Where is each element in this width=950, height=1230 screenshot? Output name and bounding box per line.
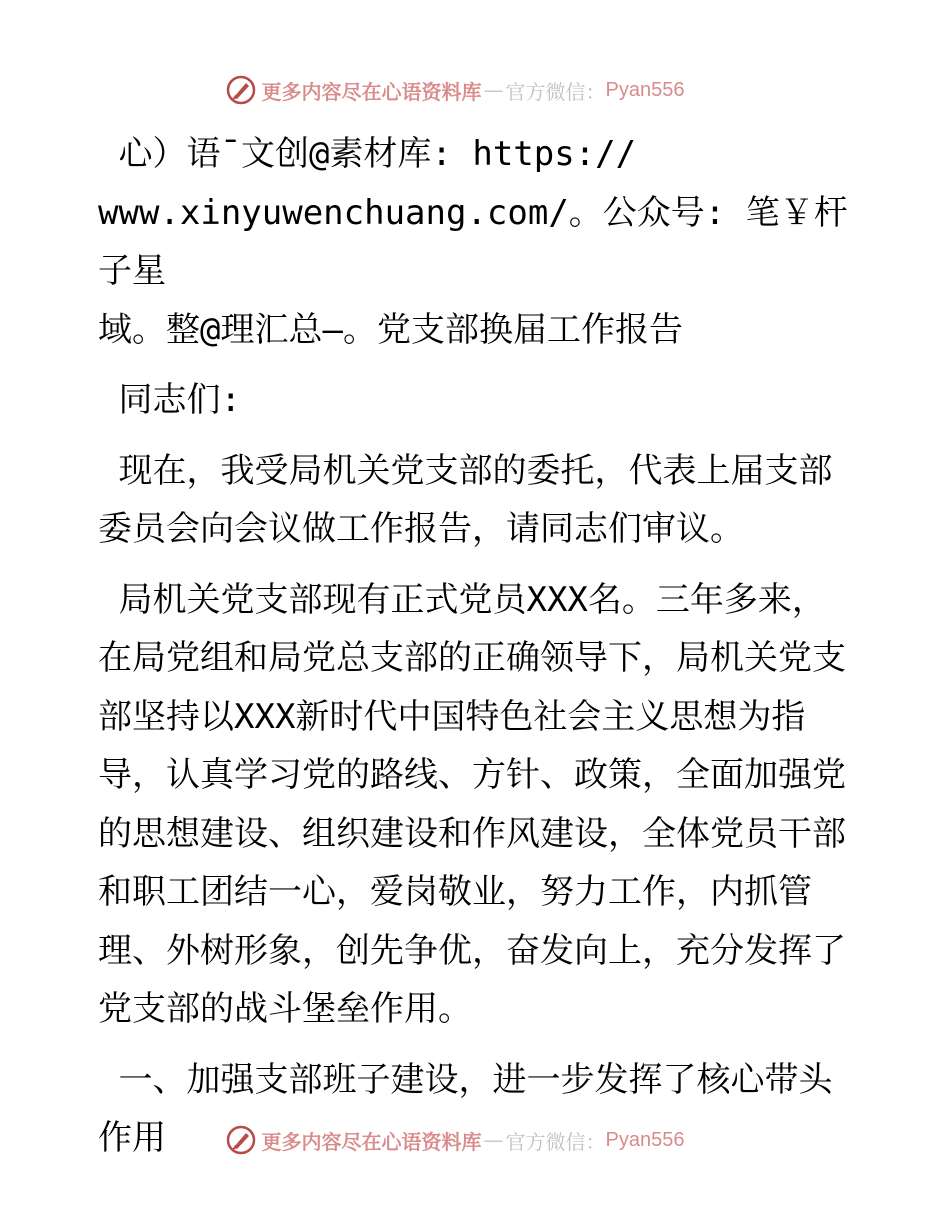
footer-watermark <box>0 1120 950 1160</box>
intro-line-2: www.xinyuwenchuang.com/。公众号: 笔￥杆子星 <box>98 192 848 291</box>
watermark-wechat-id: Pyan556 <box>605 78 685 101</box>
section-heading-1: 一、加强支部班子建设，进一步发挥了核心带头作用 <box>98 1059 833 1158</box>
salutation: 同志们: <box>98 380 241 420</box>
paragraph-1: 现在，我受局机关党支部的委托，代表上届支部委员会向会议做工作报告，请同志们审议。 <box>98 450 833 549</box>
watermark-main-text: 更多内容尽在心语资料库 <box>261 79 482 104</box>
watermark-wechat-label: 官方微信： <box>505 79 606 104</box>
intro-line-3: 域。整@理汇总—。党支部换届工作报告 <box>98 309 683 350</box>
pen-logo-icon <box>226 75 256 105</box>
header-watermark <box>0 70 950 110</box>
document-body <box>98 125 858 1168</box>
intro-paragraph <box>98 125 858 359</box>
watermark-main-text: 更多内容尽在心语资料库 <box>261 1129 482 1154</box>
watermark-separator: — <box>483 78 504 102</box>
watermark-separator: — <box>483 1128 504 1152</box>
watermark-wechat-label: 官方微信： <box>505 1129 606 1154</box>
watermark-wechat-id: Pyan556 <box>605 1128 685 1151</box>
pen-logo-icon <box>226 1125 256 1155</box>
intro-line-1: 心）语¯文创@素材库: https:// <box>98 134 637 174</box>
paragraph-2: 局机关党支部现有正式党员XXX名。三年多来，在局党组和局党总支部的正确领导下，局机关党支部坚持以XXX新时代中国特色社会主义思想为指导，认真学习党的路线、方针、政策，全面加强党的思想建设、组织建设和作风建设，全体党员干部和职工团结一心，爱岗敬业，努力工作，内抓管理、外树形象，创先争优，奋发向上，充分发挥了党支部的战斗堡垒作用。 <box>98 579 846 1029</box>
